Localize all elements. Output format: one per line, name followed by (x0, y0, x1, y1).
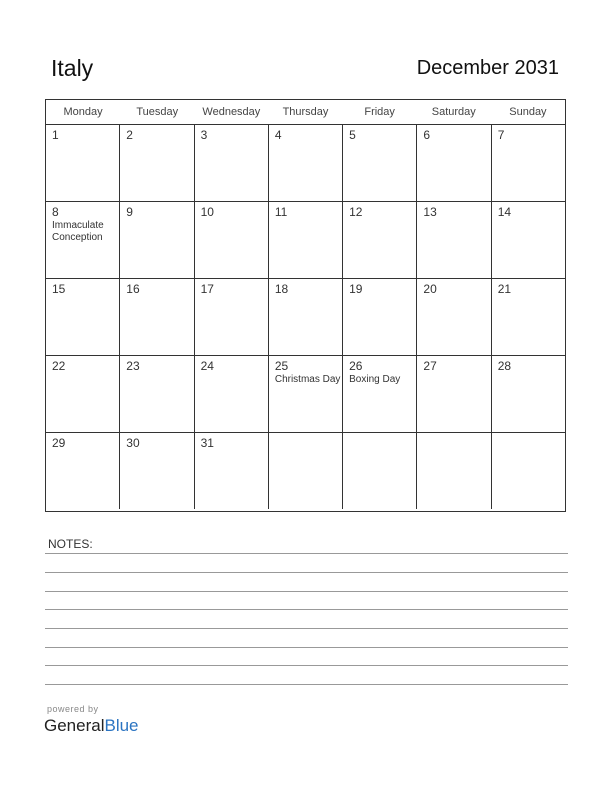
day-cell (492, 202, 565, 278)
day-cell (195, 279, 269, 355)
weekday-label: Wednesday (202, 106, 261, 118)
day-cell (492, 433, 565, 509)
day-number: 12 (349, 205, 363, 219)
day-cell (269, 356, 343, 432)
day-number: 22 (52, 359, 66, 373)
day-cell (120, 279, 194, 355)
weekday-label: Tuesday (136, 106, 179, 118)
note-line (45, 665, 568, 666)
day-number: 27 (423, 359, 437, 373)
day-number: 11 (274, 205, 288, 219)
day-cell (417, 202, 491, 278)
day-number: 2 (126, 128, 133, 142)
day-cell (343, 202, 417, 278)
weekday-label: Sunday (509, 106, 547, 118)
day-number: 17 (200, 282, 214, 296)
day-number: 20 (423, 282, 437, 296)
day-number: 29 (52, 436, 66, 450)
day-number: 6 (423, 128, 431, 142)
day-number: 8 (52, 205, 59, 219)
day-cell (195, 125, 269, 201)
note-line (45, 647, 568, 648)
day-number: 31 (200, 436, 214, 450)
day-number: 9 (126, 205, 133, 219)
day-cell (269, 279, 343, 355)
weekday-header (46, 100, 565, 125)
day-cell (343, 433, 417, 509)
day-cell (417, 356, 491, 432)
weekday-label: Monday (63, 106, 103, 118)
brand-general: General (44, 716, 105, 735)
day-cell (343, 356, 417, 432)
day-cell (343, 279, 417, 355)
note-line (45, 684, 568, 685)
day-number: 7 (497, 128, 505, 142)
day-number: 30 (126, 436, 140, 450)
day-cell (195, 202, 269, 278)
day-number: 26 (349, 359, 363, 373)
day-number: 1 (52, 128, 59, 142)
day-number: 24 (200, 359, 214, 373)
day-cell (492, 125, 565, 201)
country-title: Italy (51, 55, 94, 81)
day-number: 16 (126, 282, 140, 296)
note-line (45, 553, 568, 554)
holiday-label: Immaculate Conception (52, 220, 104, 243)
weekday-label: Friday (364, 106, 395, 118)
brand-logo (44, 716, 139, 736)
day-cell (269, 125, 343, 201)
holiday-label: Christmas Day (274, 374, 341, 385)
note-line (45, 628, 568, 629)
day-number: 18 (274, 282, 289, 296)
day-cell (343, 125, 417, 201)
note-line (45, 591, 568, 592)
day-cell (269, 433, 343, 509)
day-cell (46, 356, 120, 432)
day-number: 3 (200, 128, 208, 142)
notes-label: NOTES: (48, 537, 93, 551)
month-title: December 2031 (416, 57, 559, 79)
powered-by-text: powered by (47, 704, 99, 714)
day-cell (120, 433, 194, 509)
day-number: 4 (274, 128, 282, 142)
week-row (46, 279, 565, 356)
day-number: 19 (349, 282, 363, 296)
day-cell (417, 433, 491, 509)
week-row (46, 356, 565, 433)
day-cell (195, 356, 269, 432)
day-cell (46, 279, 120, 355)
day-cell (269, 202, 343, 278)
day-cell (417, 125, 491, 201)
day-cell (120, 125, 194, 201)
day-cell (46, 125, 120, 201)
week-row (46, 125, 565, 202)
day-cell (120, 202, 194, 278)
holiday-label: Boxing Day (349, 374, 401, 385)
day-cell (46, 433, 120, 509)
day-number: 14 (497, 205, 512, 219)
day-cell (492, 356, 565, 432)
day-number: 5 (349, 128, 356, 142)
day-cell (46, 202, 120, 278)
day-cell (492, 279, 565, 355)
day-number: 23 (126, 359, 140, 373)
brand-blue: Blue (104, 716, 139, 735)
week-row (46, 433, 565, 509)
weekday-label: Thursday (282, 106, 329, 118)
day-cell (417, 279, 491, 355)
day-number: 10 (200, 205, 214, 219)
day-number: 25 (274, 359, 289, 373)
day-number: 13 (423, 205, 437, 219)
day-number: 15 (52, 282, 66, 296)
week-row (46, 202, 565, 279)
calendar-grid (45, 99, 566, 512)
weekday-label: Saturday (431, 106, 476, 118)
day-number: 28 (497, 359, 512, 373)
day-cell (120, 356, 194, 432)
note-line (45, 609, 568, 610)
day-number: 21 (497, 282, 512, 296)
note-line (45, 572, 568, 573)
day-cell (195, 433, 269, 509)
